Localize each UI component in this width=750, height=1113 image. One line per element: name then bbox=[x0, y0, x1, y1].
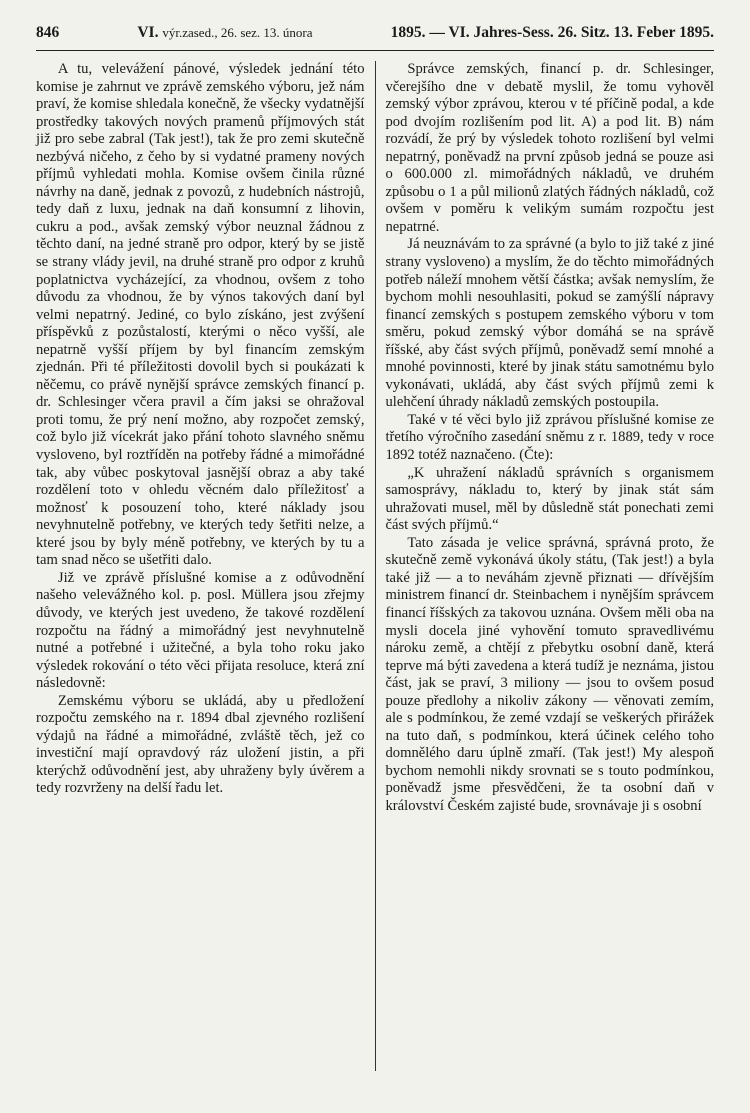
paragraph: Zemskému výboru se ukládá, aby u předložení rozpočtu zemského na r. 1894 dbal zjevného rozlišení výdajů na řádné a mimořádné, zvláště těch, jež co investiční mají opravdový ráz uložení jistin, a při kterýchž odůvodnění jest, aby uhraženy byly úvěrem a tedy rozvrženy na delší řadu let. bbox=[36, 692, 365, 797]
paragraph: Já neuznávám to za správné (a bylo to již také z jiné strany vysloveno) a myslím, že do těchto mimořádných potřeb náleží mnohem větší částka; avšak nemyslím, že bychom mohli nesouhlasiti, pokud se zamýšlí nápravy financí zemských s postupem zemského výboru v tom směru, pokud zemský výbor domáhá se na správě říšské, aby část svých příjmů, poněvadž semí mnohé a mnohé povinnosti, které by jinak státu samotnému bylo vykonávati, ukládá, aby část svých příjmů zemi k ulehčení úhrady nákladů zemských postoupila. bbox=[385, 236, 714, 411]
paragraph: Již ve zprávě příslušné komise a z odůvodnění našeho velevážného kol. p. posl. Müllera jsou zřejmy důvody, ve kterých jest uvedeno, že takové rozdělení rozpočtu na řádný a mimořádný jest nevyhnutelně nutné a potřebné i užitečné, a byla toho roku jako výsledek rokování o této věci přijata resoluce, která zní následovně: bbox=[36, 569, 365, 692]
paragraph: A tu, velevážení pánové, výsledek jednání této komise je zahrnut ve zprávě zemského výboru, jež nám praví, že komise shledala konečně, že všecky vydatnější prostředky takových nových pramenů příjmových stát již pro sebe zabral (Tak jest!), tak že pro zemi skutečně nezbývá ničeho, z čeho by si vydatné prameny nových příjmů vyhledati mohla. Komise ovšem činila různé návrhy na daně, jednak z povozů, z hudebních nástrojů, tedy daň z luxu, jednak na daň konsumní z lihovin, cukru a pod., avšak zemský výbor neuznal žádnou z těchto daní, na jedné straně pro odpor, který by se jistě se strany vlády jevil, na druhé straně pro odpor z kruhů poplatnictva vycházející, za vhodnou, ovšem z toho důvodu za vhodnou, že by výnos takových daní byl velmi nepatrný. Jediné, co bylo získáno, jest zvýšení příspěvků z pozůstalostí, kterými o něco vyšší, ale nepatrně vyšší příjem by byl financím zemským zjednán. Při té příležitosti dovolil bych si poukázati k něčemu, co právě nynější správce zemských financí p. dr. Schlesinger včera pravil a čím jaksi se ohražoval proti tomu, že prý není možno, aby rozpočet zemský, což bylo již vícekrát jako přání tohoto slavného sněmu vysloveno, byl roztříděn na potřeby řádné a mimořádné tak, aby vůbec poskytoval jasnější obraz a aby také rozdělení toto v ohledu věcném dalo příležitosť a možnosť k posouzení toho, které náklady jsou nevyhnutelně potřebny, ve kterých tedy šetřiti nelze, a které jsou by byly méně potřebny, ve kterých by tu a tam snad něco se ušetřiti dalo. bbox=[36, 61, 365, 569]
header-divider bbox=[36, 50, 714, 51]
paragraph: Správce zemských, financí p. dr. Schlesinger, včerejšího dne v debatě myslil, že tomu vyhověl zemský výbor zprávou, kterou v té příčině podal, a kde pod dvojím rozlišením pod lit. A) a pod lit. B) nám rozvádí, že prý by výsledek tohoto rozlišení byl velmi nepatrný, poněvadž na první způsob jedná se pouze asi o 600.000 zl. mimořádných nákladů, ve druhém způsobu o 1 a půl milionů zlatých řádných nákladů, což ovšem v poměru k velikým sumám rozpočtu jest nepatrné. bbox=[385, 61, 714, 235]
page-number: 846 bbox=[36, 24, 60, 41]
header-title-left: VI. bbox=[137, 24, 159, 41]
header-title-right: 1895. — VI. Jahres-Sess. 26. Sitz. 13. Feber 1895. bbox=[390, 24, 714, 41]
paragraph: Také v té věci bylo již zprávou příslušné komise ze třetího výročního zasedání sněmu z r. 1889, tedy v roce 1892 totéž naznačeno. (Čte): bbox=[385, 411, 714, 464]
text-columns bbox=[36, 61, 714, 1071]
header-session-label bbox=[137, 24, 312, 42]
paragraph: Tato zásada je velice správná, správná proto, že skutečně země vykonává úkoly státu, (Tak jest!) a byla také již — a to neváhám zjevně přiznati — dřívějším ministrem financí dr. Steinbachem i nynějším správcem financí říšských za takovou uznána. Ovšem měli oba na mysli docela jiné vyhovění tomuto spravedlivému nároku země, a chtějí z přebytku osobní daně, která teprve má býti zavedena a která tudíž je neznáma, jistou část, jak se praví, 3 miliony — jsou to ovšem posud pouze předlohy a nikoliv zákony — věnovati zemím, ale s podmínkou, že zemé vzdají se veškerých přirážek na tuto daň, s podmínkou, která účinek celého toho domnělého daru úplně zmaří. (Tak jest!) My alespoň bychom nemohli nikdy srovnati se s touto podmínkou, poněvadž jsme přesvědčeni, že ta osobní daň v království Českém zajisté bude, srovnávaje ji s osobní bbox=[385, 534, 714, 814]
left-column bbox=[36, 61, 376, 1071]
right-column bbox=[376, 61, 715, 1071]
header-subtitle: výr.zased., 26. sez. 13. února bbox=[162, 25, 313, 40]
quoted-resolution: „K uhražení nákladů správních s organismem samosprávy, nákladu to, který by jinak stát sám uhražovati musel, měl by důsledně stát ponechati zemi část svých příjmů.“ bbox=[385, 464, 714, 534]
running-header bbox=[36, 24, 714, 42]
